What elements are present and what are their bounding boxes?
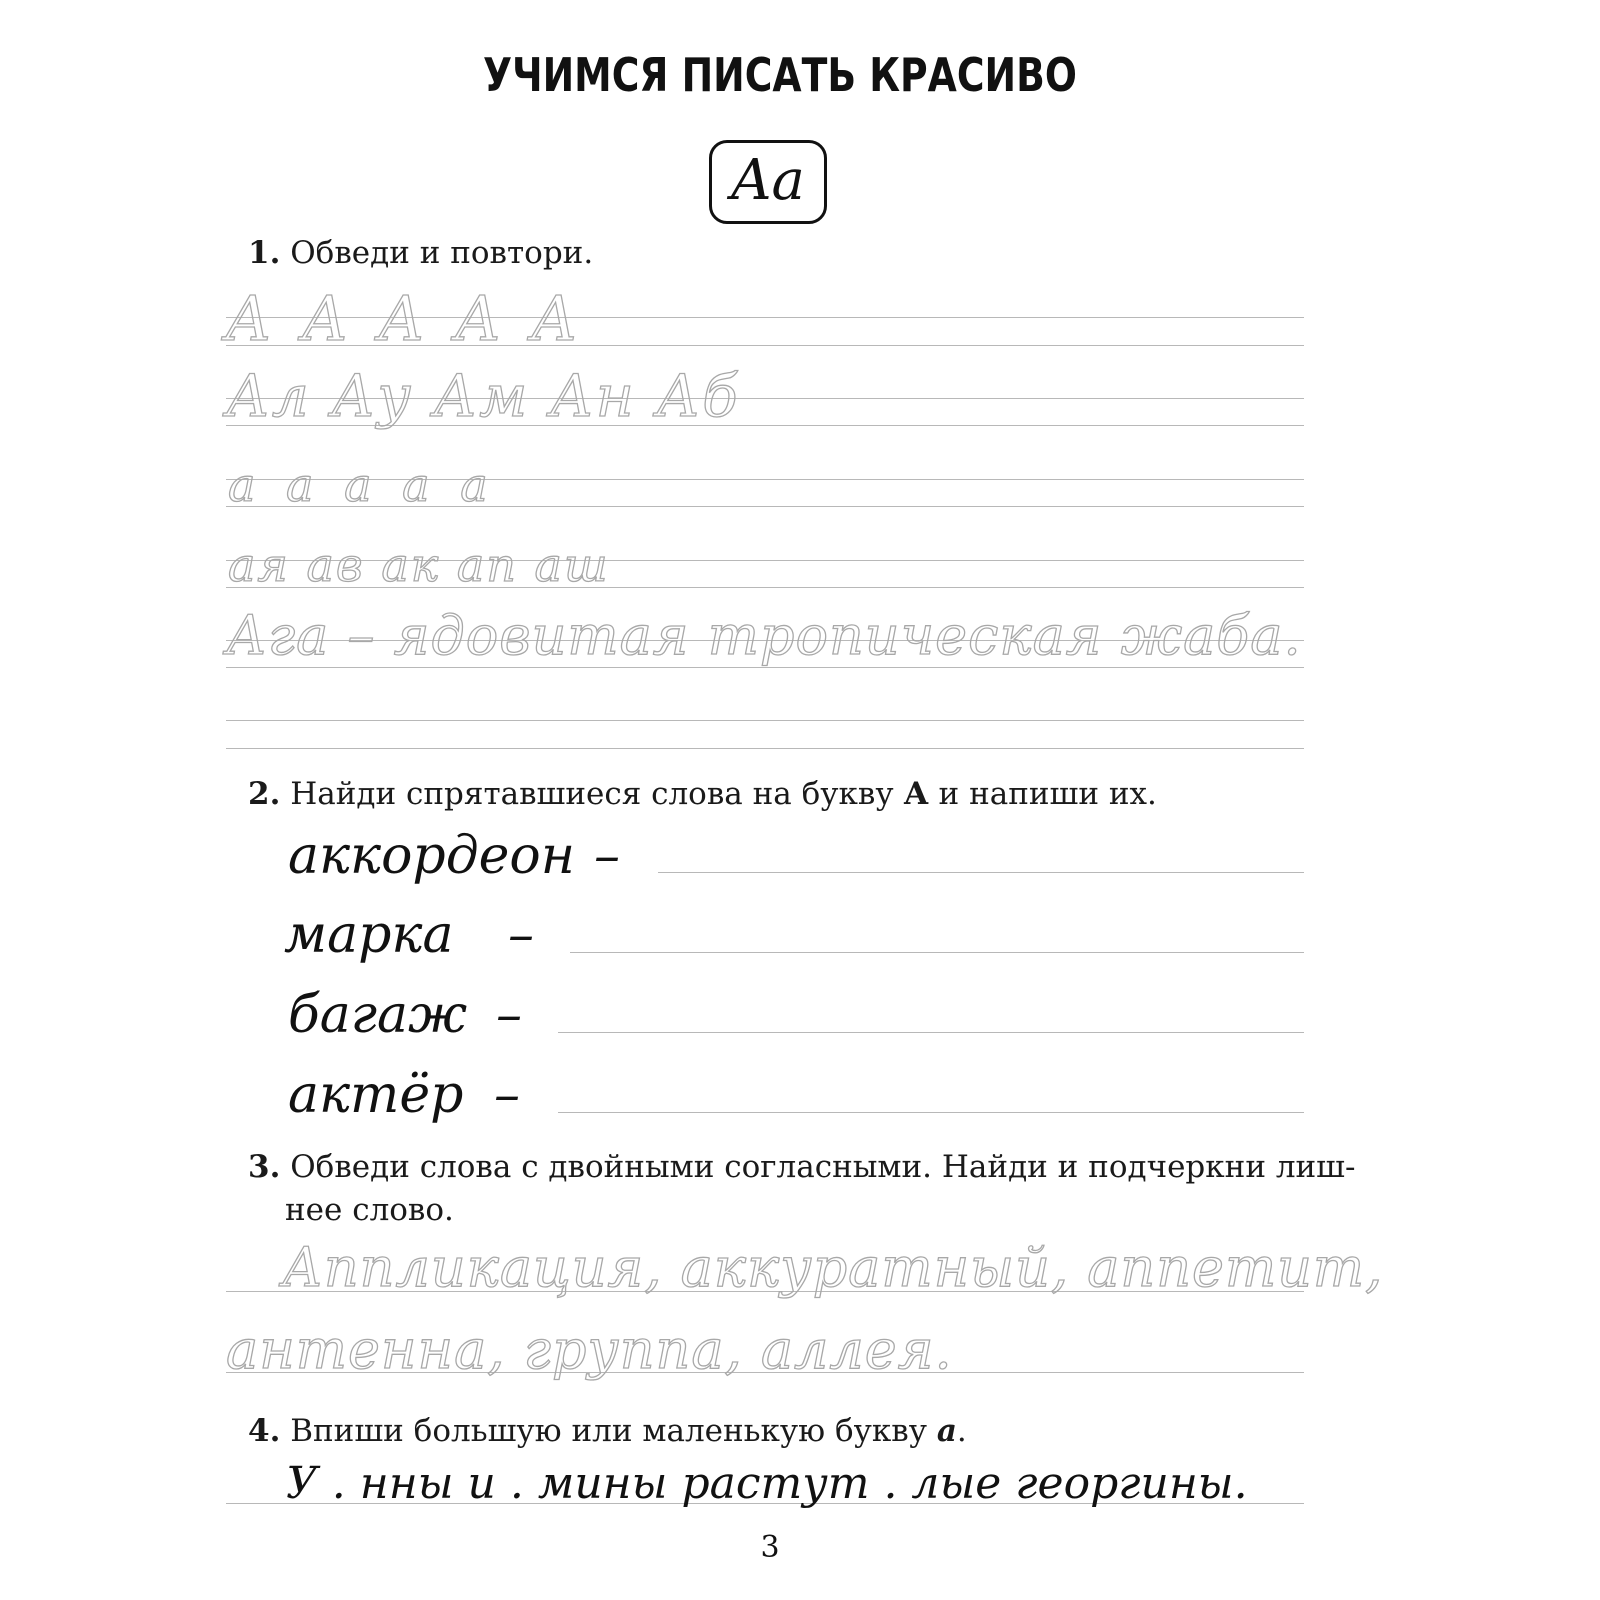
task-3-heading	[248, 1146, 1355, 1188]
hidden-word-2: марка	[284, 905, 454, 965]
trace-line-3[interactable]: а а а а а	[228, 458, 496, 512]
task-1-heading	[248, 232, 593, 274]
ruled-line	[226, 667, 1304, 668]
trace-line-4[interactable]: ая ав ак ап аш	[228, 538, 610, 592]
task-2-text-after: и напиши их.	[928, 776, 1157, 812]
dash: –	[496, 985, 522, 1045]
fill-in-sentence[interactable]: У . нны и . мины растут . лые георгины.	[286, 1458, 1248, 1509]
trace-line-2[interactable]: Ал Ау Ам Ан Аб	[226, 362, 740, 430]
letter-badge	[709, 140, 827, 224]
task-2-heading	[248, 773, 1157, 815]
trace-line-1[interactable]: A A A A A	[226, 282, 583, 355]
task-3-number: 3.	[248, 1149, 281, 1185]
answer-line-4[interactable]	[558, 1112, 1304, 1113]
task-2-letter: А	[903, 776, 929, 812]
task-3-text-line1: Обведи слова с двойными согласными. Найди и подчеркни лиш-	[290, 1149, 1356, 1185]
task-4-text-before: Впиши большую или маленькую букву	[290, 1413, 937, 1449]
page-number: 3	[760, 1530, 780, 1565]
ruled-line	[226, 720, 1304, 721]
task-1-text: Обведи и повтори.	[290, 235, 594, 271]
dash: –	[594, 826, 620, 886]
task-1-number: 1.	[248, 235, 281, 271]
task-2-text-before: Найди спрятавшиеся слова на букву	[290, 776, 904, 812]
task-4-letter: а	[936, 1413, 957, 1449]
ruled-line	[226, 748, 1304, 749]
trace-line-7[interactable]: антенна, группа, аллея.	[226, 1318, 953, 1381]
hidden-word-3: багаж	[288, 985, 468, 1045]
dash: –	[508, 905, 534, 965]
trace-line-6[interactable]: Аппликация, аккуратный, аппетит,	[282, 1236, 1384, 1299]
page-title: УЧИМСЯ ПИСАТЬ КРАСИВО	[483, 48, 1077, 102]
hidden-word-4: актёр	[288, 1065, 464, 1125]
dash: –	[494, 1065, 520, 1125]
answer-line-1[interactable]	[658, 872, 1304, 873]
task-4-number: 4.	[248, 1413, 281, 1449]
answer-line-2[interactable]	[570, 952, 1304, 953]
letter-badge-text: Aa	[731, 148, 805, 213]
trace-line-5[interactable]: Ага – ядовитая тропическая жаба.	[226, 604, 1302, 667]
task-2-number: 2.	[248, 776, 281, 812]
answer-line-3[interactable]	[558, 1032, 1304, 1033]
task-4-heading	[248, 1410, 967, 1452]
task-4-text-after: .	[956, 1413, 967, 1449]
hidden-word-1: аккордеон	[288, 826, 575, 886]
task-3-heading-continued: нее слово.	[285, 1192, 454, 1228]
